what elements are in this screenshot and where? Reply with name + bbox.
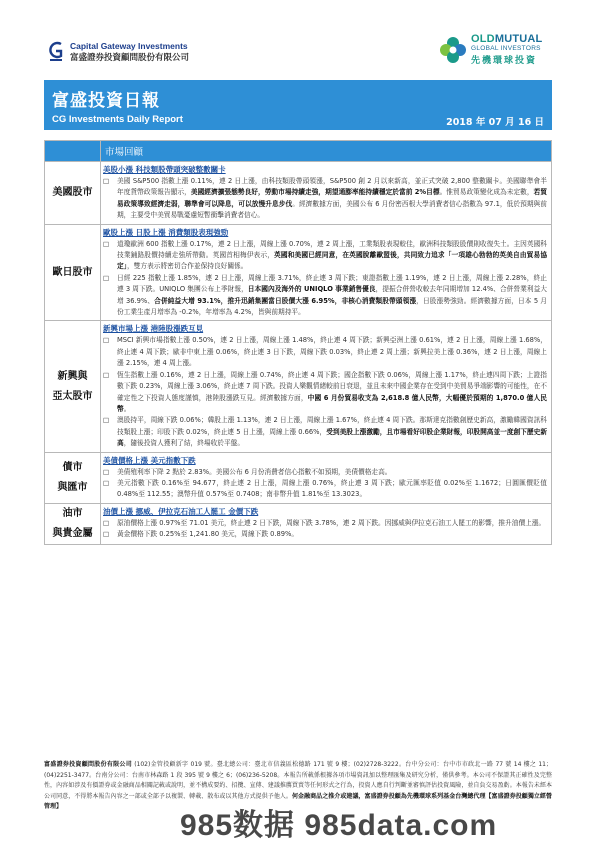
list-item: [101, 273, 551, 319]
list-item-text: [117, 478, 547, 501]
list-item-text: [117, 176, 547, 222]
market-review-table: [44, 140, 552, 545]
body-text: ，日股漲勢強勁。經濟數據方面，日本 5 月份工業生產月增率為 -0.2%，年增率為 4.2%，皆與前期持平。: [117, 296, 547, 317]
section-category-line: 歐日股市: [52, 266, 93, 278]
sections-body: [45, 162, 552, 545]
body-text: 道瓊歐洲 600 指數上漲 0.17%，連 2 日上漲，周線上漲 0.70%，連 2 周上漲，工業類股表現較佳，歐洲科技類股股價則收復失土。主因英國科技業鋪路股價持續走強所帶動。英國首相梅伊表示，: [117, 239, 547, 260]
list-item-text: [117, 467, 547, 478]
checkbox-bullet-icon: □: [103, 336, 110, 345]
list-item-text: [117, 415, 547, 449]
section-title: 美股小漲 科技類股帶頭突破整數關卡: [103, 165, 226, 174]
section-category: [45, 162, 101, 225]
emphasis-text: 受到美股上漲激勵，且市場看好印股企業財報，印股開高並一度創下歷史新高: [117, 427, 548, 448]
report-subtitle: CG Investments Daily Report: [52, 114, 183, 125]
footer-emphasis: 富盛證券投資顧問股份有限公司: [44, 761, 133, 768]
checkbox-bullet-icon: □: [103, 530, 110, 539]
section-title: 歐股上漲 日股上漲 消費類股表現強勁: [103, 227, 229, 237]
table-header-blank: [45, 141, 101, 162]
emphasis-text: 中國 6 月份貿易收支為 2,618.8 億人民幣，大幅優於預期的 1,870.0 億人民幣: [117, 393, 547, 413]
body-text: ，提振合併營收較去年同期增加 12.4%、合併營業利益大增 36.9%、: [117, 285, 547, 305]
body-text: MSCI 新興市場指數上漲 0.50%，連 2 日上漲，周線上漲 1.48%，終止連 4 周下跌；新興亞洲上漲 0.61%，連 2 日上漲，周線上漲 1.68%，終止連 4 周下跌；歐非中東上漲 0.06%，終止連 3 日下跌，周線下跌 0.03%，終止連 2 周上漲；新興拉美上漲 0.36%，連 2 日上漲，周線上漲 2.15%，連 4 周上漲。: [117, 336, 547, 368]
old-mutual-name-zh: 先機環球投資: [471, 56, 538, 66]
list-item: [101, 335, 551, 369]
list-item-text: [117, 335, 547, 369]
section-row: [45, 224, 552, 321]
list-item-text: [117, 273, 547, 319]
section-category: [45, 452, 101, 503]
section-body: [101, 162, 552, 225]
body-text: ，雙方表示將密切合作並保持良好關係。: [127, 262, 248, 271]
list-item-text: [117, 529, 547, 540]
capital-gateway-g-icon: [48, 40, 64, 62]
capital-gateway-name-zh: 富盛證券投資顧問股份有限公司: [70, 53, 190, 63]
section-category: [45, 503, 101, 544]
report-banner: [44, 80, 552, 130]
section-category-line: 新興與: [57, 370, 88, 382]
checkbox-bullet-icon: □: [103, 273, 110, 282]
body-text: 澳股持平，周線下跌 0.06%；韓股上漲 1.13%，連 2 日上漲，周線上漲 1.67%，終止連 4 周下跌。那斯達克指數創歷史新高，激勵韓國資訊科技類股上漲；印股下跌 0.02%，終止連 5 日上漲，周線上漲 0.66%，: [117, 416, 547, 436]
list-item: [101, 518, 551, 529]
list-item: [101, 239, 551, 273]
list-item: [101, 529, 551, 540]
section-title: 新興市場上漲 港陸股漲跌互見: [103, 324, 204, 334]
list-item: [101, 467, 551, 478]
section-title: 油價上漲 挪威、伊拉克石油工人罷工 金價下跌: [103, 506, 259, 516]
page-header: [0, 0, 596, 80]
emphasis-text: 合併純益大增 93.1%，推升迅銷集團當日股價大漲 6.95%，非核心消費類股帶頭領漲: [154, 296, 417, 305]
checkbox-bullet-icon: □: [103, 518, 110, 527]
checkbox-bullet-icon: □: [103, 239, 110, 248]
table-header-market-review: 市場回顧: [101, 141, 552, 162]
section-row: [45, 503, 552, 544]
checkbox-bullet-icon: □: [103, 416, 110, 425]
body-text: 日經 225 指數上漲 1.85%，連 2 日上漲，周線上漲 3.71%，終止連 3 周下跌；東證指數上漲 1.19%，連 2 日上漲，周線上漲 2.28%，終止連 3 周下跌。UNIQLO 集團公布上季財報，: [117, 273, 547, 294]
list-item-text: [117, 239, 547, 273]
emphasis-text: 日本國內及海外的 UNIQLO 事業銷售優良: [247, 285, 376, 294]
section-category-line: 亞太股市: [52, 390, 93, 402]
list-item: [101, 478, 551, 501]
body-text: 。經濟數據方面，美國公布 6 月份密西根大學消費者信心指數為 97.1，低於預期與前期，主要受中美貿易戰憂慮短暫衝擊消費者信心。: [117, 199, 547, 220]
emphasis-text: 美國經濟擴張態勢良好，勞動市場持續走強，期望通膨率能持續穩定於當前 2%目標: [190, 188, 440, 197]
list-item-text: [117, 370, 547, 416]
report-title: 富盛投資日報: [52, 91, 160, 111]
body-text: 恆生指數上漲 0.16%，連 2 日上漲，周線上漲 0.74%，終止連 4 周下跌；國企指數下跌 0.06%，周線上漲 1.17%，終止連四周下跌；上證指數下跌 0.23%，周線上漲 3.06%，終止連 7 周下跌。投資人樂觀情緒較前日衰退，並且未來中國企業存在受到中美貿易爭端影響的可能性，在不確定性之下投資人態度謹慎，港陸股漲跌互見。經濟數據方面，: [117, 370, 547, 402]
list-item: [101, 370, 551, 416]
section-category: [45, 224, 101, 321]
checkbox-bullet-icon: □: [103, 467, 110, 476]
emphasis-text: 英國和美國已經同意，在英國脫離歐盟後，共同致力追求「一項雄心勃勃的英美自由貿易協定」: [117, 251, 548, 271]
old-mutual-flower-icon: [439, 36, 467, 64]
body-text: 美元指數下跌 0.16%至 94.677，終止連 2 日上漲，周線上漲 0.76%，終止連 3 周下跌；歐元匯率貶值 0.02%至 1.1672；日圓匯價貶值 0.48%至 112.55；澳幣升值 0.57%至 0.7408；南非幣升值 1.81%至 13.3023。: [117, 478, 547, 499]
emphasis-text: 若貿易政策導致經濟走弱，聯準會可以降息，可以放慢升息步伐: [117, 188, 547, 208]
list-item: [101, 415, 551, 449]
section-row: [45, 321, 552, 452]
old-mutual-logo: [439, 34, 542, 66]
section-body: [101, 321, 552, 452]
body-text: 美國 S&P500 指數上漲 0.11%，連 2 日上漲，由科技類股帶頭領漲，S&P500 創 2 月以來新高，並正式突破 2,800 整數關卡。美國聯準會半年度貨幣政策報告顯示，: [117, 177, 547, 197]
section-category-line: 油市: [62, 507, 83, 519]
body-text: 。惟貿易政策變化成為未定數，: [439, 188, 534, 197]
footer-emphasis: 何金融商品之推介或建議，富盛證券投顧為先機環球系列基金台灣總代理【富盛證券投顧獨立經營管理】: [44, 792, 552, 810]
body-text: 黃金價格下跌 0.25%至 1,241.80 美元，周線下跌 0.89%。: [117, 530, 299, 539]
section-body: [101, 452, 552, 503]
body-text: 原油價格上漲 0.97%至 71.01 美元，終止連 2 日下跌，周線下跌 3.78%，連 2 周下跌。因挪威與伊拉克石油工人罷工的影響，推升油價上漲。: [117, 518, 546, 527]
watermark: 985数据 985data.com: [180, 809, 498, 842]
footer-text: (102)金管投顧新字 019 號。臺北總公司：臺北市信義區松德路 171 號 9 樓；(02)2728-3222。台中分公司：台中市市政北一路 77 號 14 樓之 11；(04)2251-3477。台南分公司：台南市林森路 1 段 395 號 9 樓之 6；(06)236-5208。本報告所載係根據各項市場資訊加以整理匯集及研究分析，僅供參考。本公司不保證其正確性及完整性，內容如涉及有價證券或金融商品相關記載或說明，並不構成要約、招攬、宣傳、建議推薦買賣等任何形式之行為，投資人應自行判斷並審慎評估投資風險，並自負交易盈虧。本報告未經本公司同意，不得將本報告內容之一部或全部予以複製、轉載、散布或以其他方式提供予他人。: [44, 761, 552, 800]
old-mutual-word-mutual: MUTUAL: [494, 33, 543, 45]
section-body: [101, 503, 552, 544]
section-category-line: 與匯市: [57, 481, 88, 493]
section-category-line: 與貴金屬: [52, 527, 93, 539]
section-row: [45, 452, 552, 503]
checkbox-bullet-icon: □: [103, 478, 110, 487]
capital-gateway-logo: [48, 40, 189, 64]
old-mutual-global-investors: GLOBAL INVESTORS: [471, 45, 541, 52]
body-text: ，隨後投資人獲利了結，終場收於平盤。: [123, 439, 245, 448]
checkbox-bullet-icon: □: [103, 177, 110, 185]
section-category-line: 美國股市: [52, 186, 93, 198]
checkbox-bullet-icon: □: [103, 370, 110, 379]
list-item: [101, 176, 551, 222]
list-item-text: [117, 518, 547, 529]
section-category-line: 債市: [62, 461, 83, 473]
capital-gateway-name-en: Capital Gateway Investments: [70, 41, 188, 51]
section-category: [45, 321, 101, 452]
section-body: [101, 224, 552, 321]
old-mutual-word-old: OLD: [471, 33, 495, 45]
section-title: 美債價格上漲 美元指數下跌: [103, 455, 196, 465]
body-text: 。: [123, 404, 131, 413]
section-row: [45, 162, 552, 225]
report-date: 2018 年 07 月 16 日: [446, 117, 544, 128]
body-text: 美債殖利率下降 2 點於 2.83%。美國公布 6 月份消費者信心指數不如預期，美債價格走高。: [117, 467, 392, 476]
